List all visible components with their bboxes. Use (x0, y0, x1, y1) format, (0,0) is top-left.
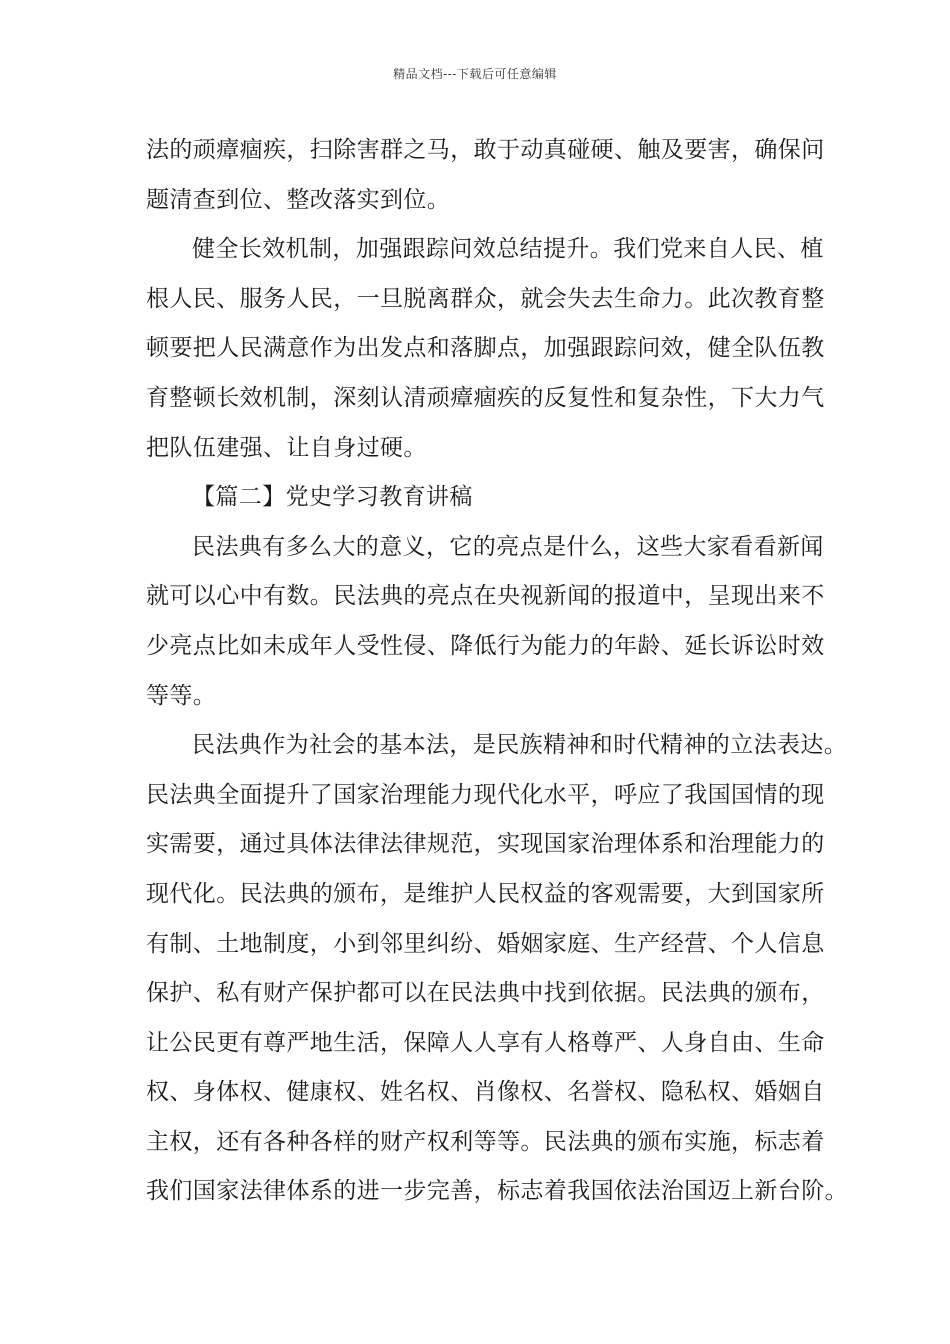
body-line: 等等。 (146, 682, 217, 709)
body-line: 把队伍建强、让自身过硬。 (146, 434, 427, 461)
body-line: 就可以心中有数。民法典的亮点在央视新闻的报道中，呈现出来不 (146, 583, 825, 610)
body-line: 少亮点比如未成年人受性侵、降低行为能力的年龄、延长诉讼时效 (146, 632, 825, 659)
body-line: 让公民更有尊严地生活，保障人人享有人格尊严、人身自由、生命 (146, 1029, 825, 1056)
body-line: 保护、私有财产保护都可以在民法典中找到依据。民法典的颁布， (146, 980, 825, 1007)
body-line: 主权，还有各种各样的财产权利等等。民法典的颁布实施，标志着 (146, 1128, 825, 1155)
body-line: 现代化。民法典的颁布，是维护人民权益的客观需要，大到国家所 (146, 880, 825, 907)
body-line: 法的顽瘴痼疾，扫除害群之马，敢于动真碰硬、触及要害，确保问 (146, 137, 825, 163)
document-body (146, 126, 848, 1217)
paragraph-start-line: 民法典作为社会的基本法，是民族精神和时代精神的立法表达。 (192, 732, 848, 759)
body-line: 题清查到位、整改落实到位。 (146, 186, 451, 213)
body-line: 民法典全面提升了国家治理能力现代化水平，呼应了我国国情的现 (146, 781, 825, 808)
body-line: 根人民、服务人民，一旦脱离群众，就会失去生命力。此次教育整 (146, 285, 825, 312)
body-line: 顿要把人民满意作为出发点和落脚点，加强跟踪问效，健全队伍教 (146, 335, 825, 362)
body-line: 育整顿长效机制，深刻认清顽瘴痼疾的反复性和复杂性，下大力气 (146, 384, 825, 411)
body-line: 有制、土地制度，小到邻里纠纷、婚姻家庭、生产经营、个人信息 (146, 930, 825, 957)
page-header: 精品文档---下载后可任意编辑 (393, 67, 557, 81)
paragraph-start-line: 健全长效机制，加强跟踪问效总结提升。我们党来自人民、植 (192, 236, 824, 263)
section-heading: 【篇二】党史学习教育讲稿 (192, 484, 473, 511)
paragraph-start-line: 民法典有多么大的意义，它的亮点是什么，这些大家看看新闻 (192, 533, 824, 560)
body-line: 权、身体权、健康权、姓名权、肖像权、名誉权、隐私权、婚姻自 (146, 1079, 825, 1106)
body-line: 实需要，通过具体法律法律规范，实现国家治理体系和治理能力的 (146, 831, 825, 858)
body-line: 我们国家法律体系的进一步完善，标志着我国依法治国迈上新台阶。 (146, 1178, 848, 1205)
